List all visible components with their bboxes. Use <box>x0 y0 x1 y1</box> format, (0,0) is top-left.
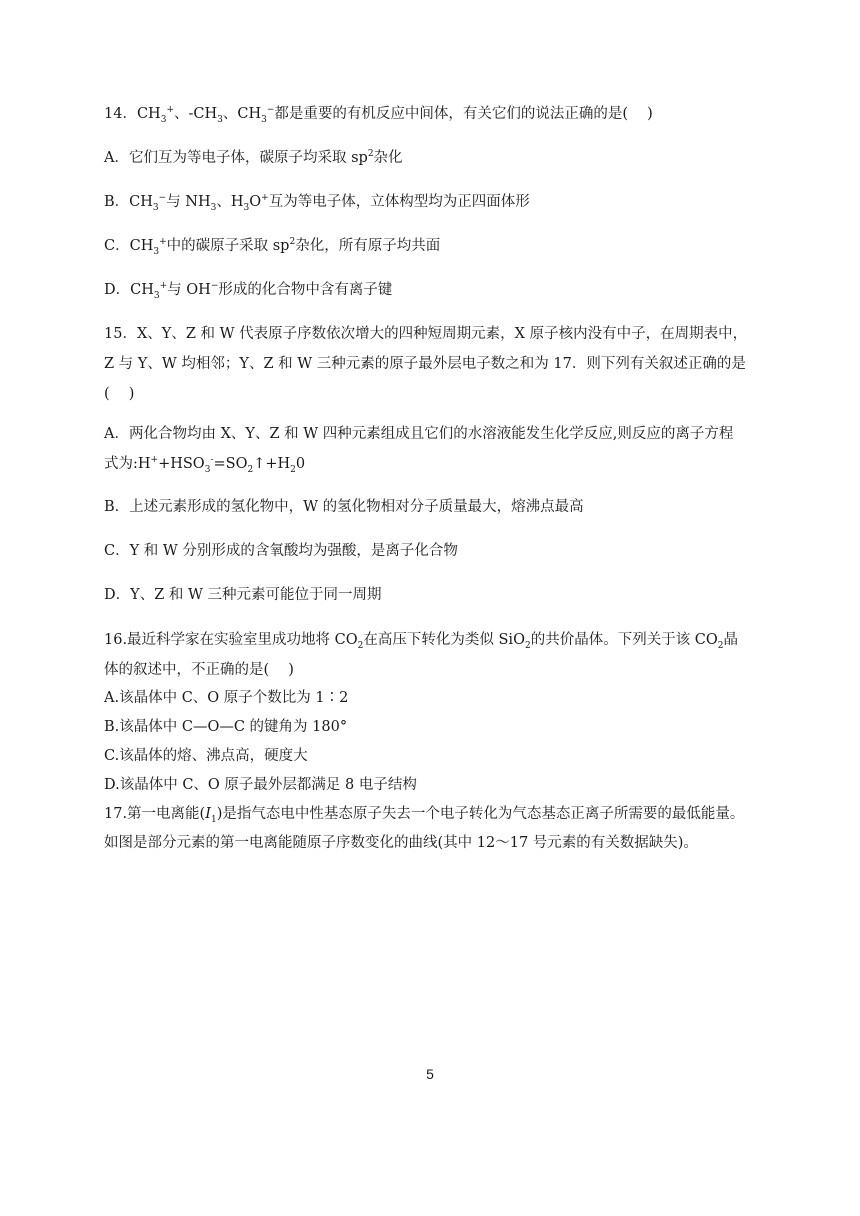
charge: + <box>159 281 168 292</box>
text: )是指气态电中性基态原子失去一个电子转化为气态基态正离子所需要的最低能量。 <box>216 806 745 822</box>
charge: − <box>158 193 167 204</box>
charge: - <box>210 455 214 466</box>
q15-stem-line-1: 15．X、Y、Z 和 W 代表原子序数依次增大的四种短周期元素，X 原子核内没有中子，在周期表中， <box>104 326 748 342</box>
q14-option-d <box>104 280 392 300</box>
charge: + <box>166 105 174 116</box>
text: 、-CH <box>173 106 218 122</box>
subscript: 2 <box>524 640 531 651</box>
subscript: 2 <box>247 464 254 475</box>
text: ↑+H <box>253 456 291 472</box>
text: 都是重要的有机反应中间体，有关它们的说法正确的是( ) <box>274 106 653 122</box>
text: 在高压下转化为类似 SiO <box>363 632 525 648</box>
text: A．它们互为等电子体，碳原子均采取 sp <box>104 150 368 166</box>
q16-stem-line-1 <box>104 630 738 650</box>
symbol: I <box>205 806 211 822</box>
subscript: 3 <box>217 114 223 125</box>
charge: + <box>261 193 269 204</box>
text: 与 NH <box>166 194 211 210</box>
text: 14．CH <box>104 106 161 122</box>
text: 17.第一电离能( <box>104 806 206 822</box>
text: 杂化 <box>373 150 403 166</box>
subscript: 3 <box>152 202 159 213</box>
q17-line-1 <box>104 804 744 824</box>
subscript: 3 <box>243 202 250 213</box>
text: B．CH <box>104 194 153 210</box>
q15-option-b: B．上述元素形成的氢化物中，W 的氢化物相对分子质量最大，熔沸点最高 <box>104 499 584 515</box>
q14-stem <box>104 104 653 124</box>
text: 、H <box>216 194 244 210</box>
q15-option-c: C．Y 和 W 分别形成的含氧酸均为强酸，是离子化合物 <box>104 543 458 559</box>
q16-stem-line-2: 体的叙述中，不正确的是( ) <box>104 662 294 678</box>
subscript: 1 <box>210 814 217 825</box>
subscript: 2 <box>717 640 724 651</box>
text: 中的碳原子采取 sp <box>166 238 290 254</box>
subscript: 2 <box>290 464 296 475</box>
text: 杂化，所有原子均共面 <box>295 238 441 254</box>
text: 0 <box>295 456 306 472</box>
superscript: 2 <box>289 237 296 248</box>
q16-option-c: C.该晶体的熔、沸点高，硬度大 <box>104 748 308 764</box>
subscript: 2 <box>357 640 364 651</box>
text: 、CH <box>222 106 262 122</box>
q16-option-d: D.该晶体中 C、O 原子最外层都满足 8 电子结构 <box>104 777 417 793</box>
text: =SO <box>213 456 248 472</box>
q17-line-2: 如图是部分元素的第一电离能随原子序数变化的曲线(其中 12～17 号元素的有关数据缺失)。 <box>104 835 698 851</box>
q14-option-b <box>104 192 530 212</box>
text: 互为等电子体，立体构型均为正四面体形 <box>268 194 530 210</box>
subscript: 3 <box>210 202 217 213</box>
subscript: 3 <box>261 114 267 125</box>
q15-stem-line-2: Z 与 Y、W 均相邻；Y、Z 和 W 三种元素的原子最外层电子数之和为 17．则下列有关叙述正确的是 <box>104 356 746 372</box>
charge: − <box>210 281 219 292</box>
text: +HSO <box>158 456 205 472</box>
charge: − <box>266 105 275 116</box>
text: 的共价晶体。下列关于该 CO <box>530 632 718 648</box>
text: C．CH <box>104 238 154 254</box>
charge: + <box>159 237 167 248</box>
q15-stem-line-3: ( ) <box>104 386 135 402</box>
text: 式为:H <box>104 456 151 472</box>
text: D．CH <box>104 282 154 298</box>
q15-option-a-line-2 <box>104 454 305 474</box>
q16-option-a: A.该晶体中 C、O 原子个数比为 1∶2 <box>104 690 349 706</box>
q14-option-a <box>104 148 403 168</box>
text: O <box>249 194 262 210</box>
q15-option-d: D．Y、Z 和 W 三种元素可能位于同一周期 <box>104 587 382 603</box>
subscript: 3 <box>153 290 160 301</box>
subscript: 3 <box>204 464 211 475</box>
subscript: 3 <box>160 114 167 125</box>
q15-option-a-line-1: A．两化合物均由 X、Y、Z 和 W 四种元素组成且它们的水溶液能发生化学反应,则反应的离子方程 <box>104 426 734 442</box>
subscript: 3 <box>153 246 160 257</box>
page-number: 5 <box>426 1066 434 1082</box>
charge: + <box>150 455 159 466</box>
text: 16.最近科学家在实验室里成功地将 CO <box>104 632 358 648</box>
q16-option-b: B.该晶体中 C—O—C 的键角为 180° <box>104 719 348 735</box>
superscript: 2 <box>367 149 374 160</box>
text: 晶 <box>723 632 739 648</box>
text: 形成的化合物中含有离子键 <box>218 282 393 298</box>
q14-option-c <box>104 236 440 256</box>
text: 与 OH <box>167 282 211 298</box>
